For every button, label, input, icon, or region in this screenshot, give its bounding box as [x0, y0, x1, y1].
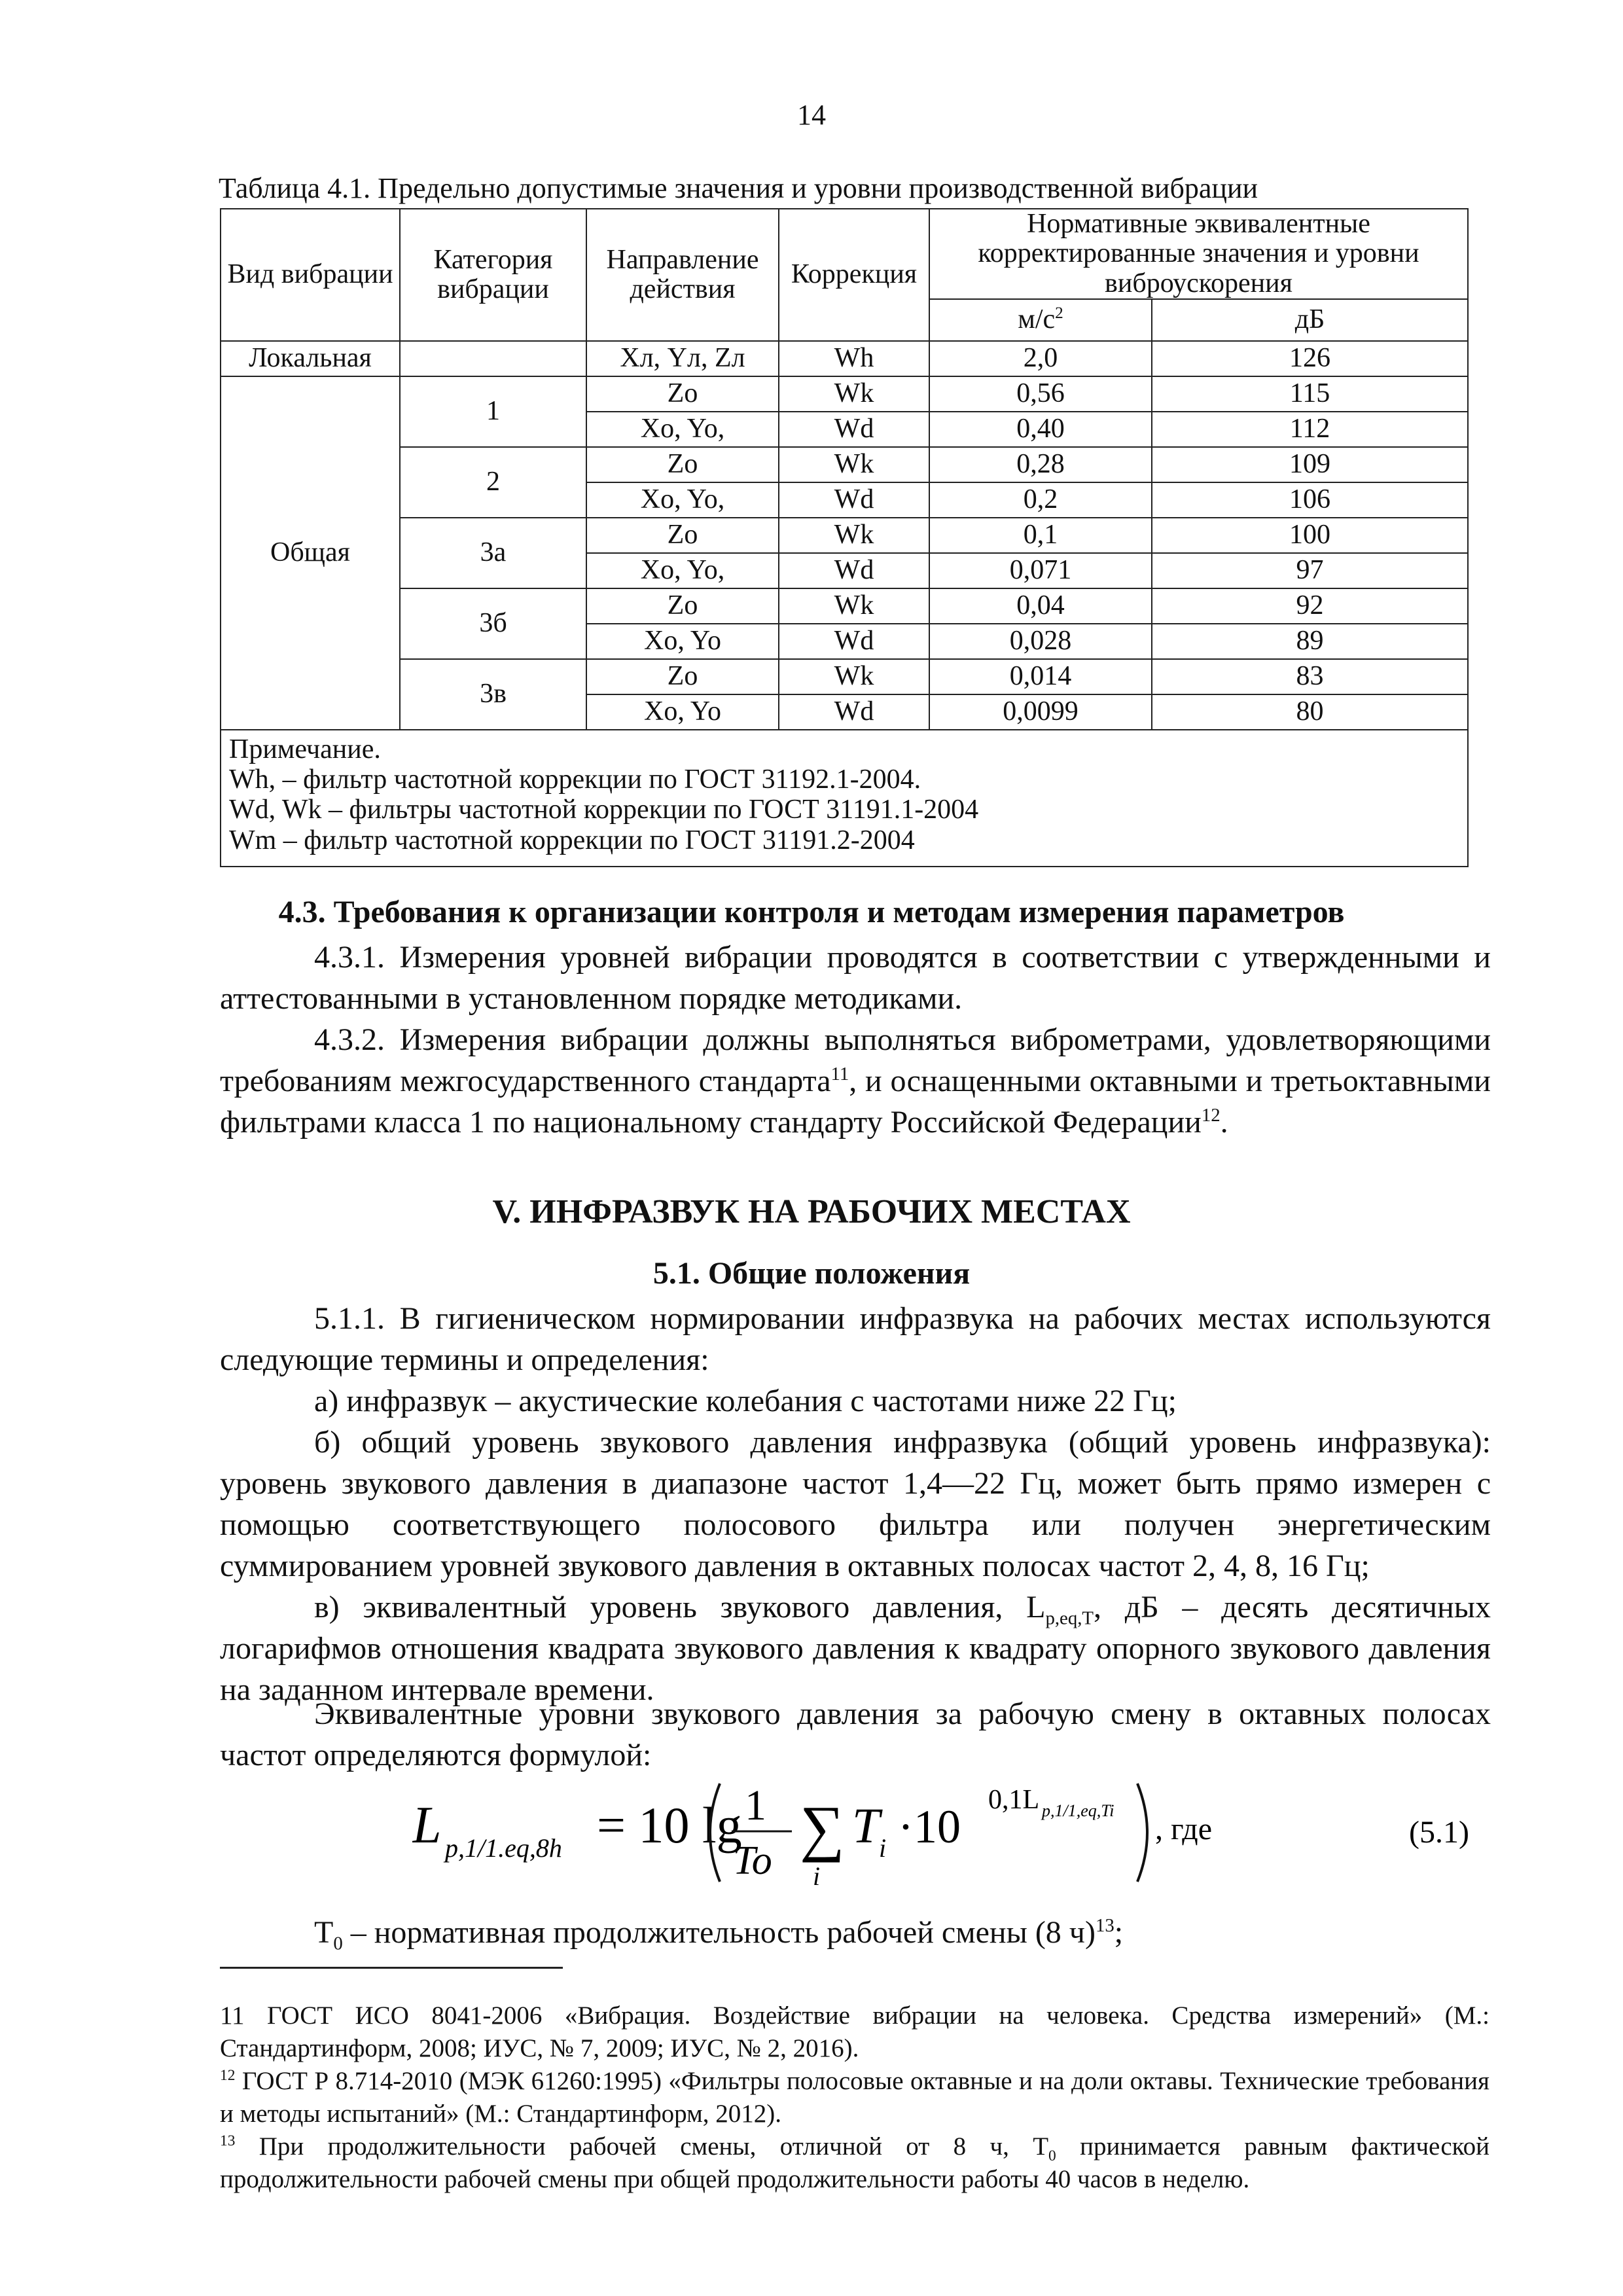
cell-correction: Wd	[779, 482, 929, 518]
cell-type-local: Локальная	[221, 341, 400, 376]
header-category: Категория вибрации	[400, 209, 586, 341]
note-wd-wk: Wd, Wk – фильтры частотной коррекции по ГОСТ 31191.1-2004	[229, 795, 979, 825]
formula-exponent: 0,1L	[988, 1785, 1040, 1815]
cell-db: 83	[1152, 659, 1468, 694]
cell-value: 0,028	[929, 624, 1152, 659]
formula-dot-ten: ·10	[898, 1801, 961, 1853]
table-row	[221, 341, 1468, 376]
cell-db: 97	[1152, 553, 1468, 588]
cell-direction: Zo	[586, 518, 779, 553]
table-notes	[221, 730, 1468, 867]
cell-direction: Xo, Yo,	[586, 553, 779, 588]
cell-value: 0,014	[929, 659, 1152, 694]
cell-value: 0,40	[929, 412, 1152, 447]
table-row	[221, 518, 1468, 553]
cell-category: 3в	[400, 659, 586, 730]
header-values: Нормативные эквивалентные корректированные значения и уровни виброускорения	[929, 209, 1468, 299]
page-number: 14	[797, 99, 826, 131]
table-caption: Таблица 4.1. Предельно допустимые значения и уровни производственной вибрации	[219, 172, 1258, 204]
cell-correction: Wd	[779, 694, 929, 730]
header-unit-db: дБ	[1152, 299, 1468, 341]
cell-correction: Wk	[779, 659, 929, 694]
cell-value: 0,2	[929, 482, 1152, 518]
cell-direction: Xo, Yo,	[586, 482, 779, 518]
cell-db: 112	[1152, 412, 1468, 447]
header-unit-ms2: $м/с^2$	[929, 299, 1152, 341]
cell-value: 0,28	[929, 447, 1152, 482]
footnote-11: 11 ГОСТ ИСО 8041-2006 «Вибрация. Воздействие вибрации на человека. Средства измерений» (М.: Стандартинформ, 2008; ИУС, № 7, 2009; ИУС, № 2, 2016).	[220, 2001, 1489, 2062]
cell-value: 0,04	[929, 588, 1152, 624]
cell-correction: Wd	[779, 624, 929, 659]
cell-value: 0,071	[929, 553, 1152, 588]
formula-equals-lg: = 10 lg	[597, 1797, 742, 1854]
footnotes	[220, 2000, 1489, 2196]
formula-lhs: L	[412, 1797, 442, 1854]
formula-sum-icon: ∑	[800, 1793, 845, 1863]
cell-db: 115	[1152, 376, 1468, 412]
cell-correction: Wk	[779, 447, 929, 482]
formula-sum-index: i	[813, 1861, 821, 1891]
cell-db: 92	[1152, 588, 1468, 624]
cell-category: 3а	[400, 518, 586, 588]
table-row	[221, 447, 1468, 482]
cell-category-local	[400, 341, 586, 376]
footnote-12: $^{12}$ ГОСТ Р 8.714-2010 (МЭК 61260:1995) «Фильтры полосовые октавные и на доли октавы. Технические требования и методы испытаний» (М.: Стандартинформ, 2012).	[220, 2067, 1489, 2128]
cell-direction: Zo	[586, 659, 779, 694]
cell-direction: Xo, Yo	[586, 624, 779, 659]
formula-denominator: To	[733, 1839, 772, 1883]
formula-5-1	[412, 1751, 1492, 1914]
cell-category: 2	[400, 447, 586, 518]
cell-correction: Wk	[779, 376, 929, 412]
formula-ti: T	[852, 1799, 880, 1854]
table-row	[221, 588, 1468, 624]
cell-correction: Wk	[779, 518, 929, 553]
cell-correction: Wh	[779, 341, 929, 376]
table-row	[221, 376, 1468, 412]
paragraph-5-1-1: 5.1.1. В гигиеническом нормировании инфразвука на рабочих местах используются следующие термины и определения:	[220, 1301, 1491, 1377]
formula-exponent-subscript: p,1/1,eq,Ti	[1042, 1801, 1115, 1820]
cell-db: 89	[1152, 624, 1468, 659]
header-direction: Направление действия	[586, 209, 779, 341]
notes-title: Примечание.	[229, 734, 381, 765]
cell-db: 80	[1152, 694, 1468, 730]
note-wh: Wh, – фильтр частотной коррекции по ГОСТ 31192.1-2004.	[229, 764, 921, 795]
footnote-ref-11: 11	[830, 1064, 849, 1085]
header-type: Вид вибрации	[221, 209, 400, 341]
footnote-13: $^{13}$ При продолжительности рабочей смены, отличной от 8 ч, $T_0$ принимается равным фактической продолжительности рабочей смены при общей продолжительности работы 40 часов в неделю.	[220, 2132, 1489, 2193]
cell-direction: Хл, Yл, Zл	[586, 341, 779, 376]
cell-category: 3б	[400, 588, 586, 659]
formula-close-paren	[1137, 1784, 1147, 1882]
section-5-1-heading: 5.1. Общие положения	[652, 1256, 971, 1291]
cell-db: 100	[1152, 518, 1468, 553]
paragraph-t0: $T_0$ – нормативная продолжительность рабочей смены (8 ч)$^{13}$;	[314, 1915, 1124, 1954]
formula-where: , где	[1155, 1812, 1213, 1846]
cell-value: 0,1	[929, 518, 1152, 553]
table-row	[221, 659, 1468, 694]
cell-value: 0,56	[929, 376, 1152, 412]
chapter-5-title: V. ИНФРАЗВУК НА РАБОЧИХ МЕСТАХ	[492, 1193, 1131, 1230]
cell-value: 0,0099	[929, 694, 1152, 730]
cell-db: 109	[1152, 447, 1468, 482]
cell-category: 1	[400, 376, 586, 447]
cell-direction: Xo, Yo,	[586, 412, 779, 447]
paragraph-4-3-2: 4.3.2. Измерения вибрации должны выполняться виброметрами, удовлетворяющими требованиям межгосударственного стандарта$^{11}$, и оснащенными октавными и третьоктавными фильтрами класса 1 по национальному стандарту Российской Федерации$^{12}$.	[220, 1022, 1491, 1139]
cell-correction: Wd	[779, 412, 929, 447]
cell-value: 2,0	[929, 341, 1152, 376]
formula-numerator: 1	[745, 1782, 766, 1829]
cell-type-general: Общая	[221, 376, 400, 730]
footnote-ref-13: 13	[1095, 1915, 1115, 1936]
cell-direction: Zo	[586, 447, 779, 482]
cell-correction: Wd	[779, 553, 929, 588]
cell-correction: Wk	[779, 588, 929, 624]
definition-a: а) инфразвук – акустические колебания с частотами ниже 22 Гц;	[314, 1384, 1177, 1418]
definition-b: б) общий уровень звукового давления инфразвука (общий уровень инфразвука): уровень звукового давления в диапазоне частот 1,4—22 Гц, может быть прямо измерен с помощью соответствующего полосового фильтра или получен энергетическим суммированием уровней звукового давления в октавных полосах частот 2, 4, 8, 16 Гц;	[220, 1425, 1491, 1583]
paragraph-equivalent-levels: Эквивалентные уровни звукового давления за рабочую смену в октавных полосах частот определяются формулой:	[220, 1696, 1491, 1772]
footnote-ref-12: 12	[1201, 1105, 1221, 1126]
note-wm: Wm – фильтр частотной коррекции по ГОСТ 31191.2-2004	[229, 825, 915, 855]
formula-number: (5.1)	[1409, 1815, 1469, 1850]
header-correction: Коррекция	[779, 209, 929, 341]
cell-direction: Zo	[586, 376, 779, 412]
section-4-3-heading: 4.3. Требования к организации контроля и методам измерения параметров	[278, 895, 1345, 929]
formula-ti-subscript: i	[879, 1833, 887, 1863]
vibration-limits-table	[220, 208, 1469, 867]
cell-direction: Zo	[586, 588, 779, 624]
paragraph-4-3-1: 4.3.1. Измерения уровней вибрации проводятся в соответствии с утвержденными и аттестованными в установленном порядке методиками.	[220, 940, 1491, 1016]
formula-lhs-subscript: p,1/1.eq,8h	[445, 1833, 562, 1863]
definition-c: в) эквивалентный уровень звукового давления, $L_{p,eq,T}$, дБ – десять десятичных логарифмов отношения квадрата звукового давления к квадрату опорного звукового давления на заданном интервале времени.	[220, 1590, 1491, 1707]
cell-direction: Xo, Yo	[586, 694, 779, 730]
footnote-separator	[220, 1967, 563, 1969]
cell-db: 126	[1152, 341, 1468, 376]
cell-db: 106	[1152, 482, 1468, 518]
